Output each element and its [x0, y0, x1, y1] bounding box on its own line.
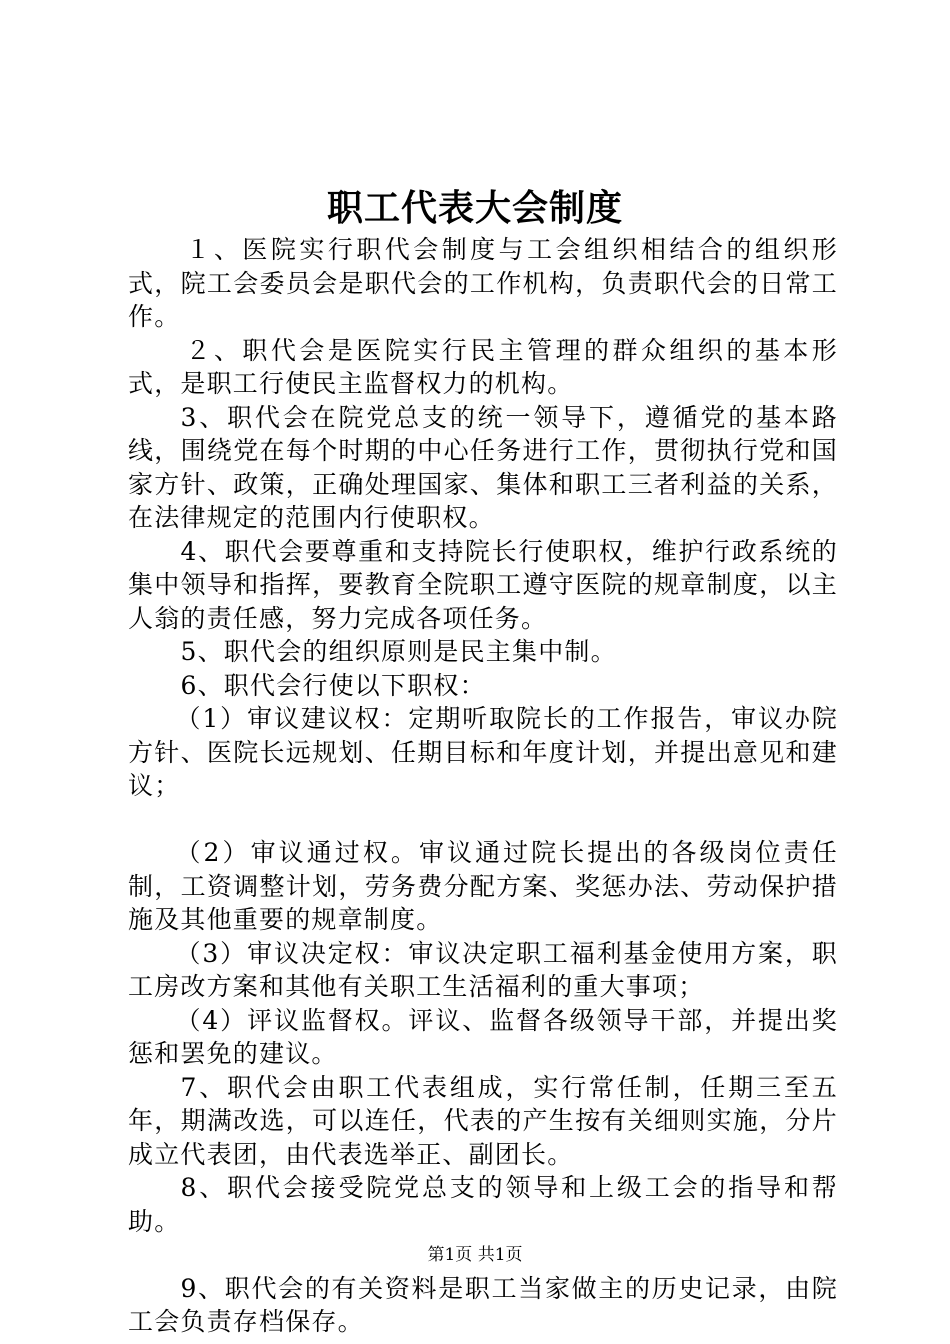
paragraph-9: 9、职代会的有关资料是职工当家做主的历史记录，由院工会负责存档保存。	[128, 1273, 838, 1336]
paragraph-5: 5、职代会的组织原则是民主集中制。	[180, 637, 617, 666]
paragraph-1: １、医院实行职代会制度与工会组织相结合的组织形式，院工会委员会是职代会的工作机构，负责职代会的日常工作。	[128, 235, 838, 331]
paragraph-6-1: （1）审议建议权：定期听取院长的工作报告，审议办院方针、医院长远规划、任期目标和年度计划，并提出意见和建议；	[128, 704, 838, 800]
paragraph-4: 4、职代会要尊重和支持院长行使职权，维护行政系统的集中领导和指挥，要教育全院职工遵守医院的规章制度，以主人翁的责任感，努力完成各项任务。	[128, 536, 838, 633]
paragraph-2: ２、职代会是医院实行民主管理的群众组织的基本形式，是职工行使民主监督权力的机构。	[128, 335, 838, 398]
paragraph-6: 6、职代会行使以下职权：	[180, 670, 486, 700]
paragraph-7: 7、职代会由职工代表组成，实行常任制，任期三至五年，期满改选，可以连任，代表的产生按有关细则实施，分片成立代表团，由代表选举正、副团长。	[128, 1072, 838, 1169]
paragraph-8: 8、职代会接受院党总支的领导和上级工会的指导和帮助。	[128, 1173, 838, 1236]
document-title: 职工代表大会制度	[326, 187, 623, 229]
paragraph-6-3: （3）审议决定权：审议决定职工福利基金使用方案，职工房改方案和其他有关职工生活福利的重大事项；	[128, 938, 838, 1001]
paragraph-6-4: （4）评议监督权。评议、监督各级领导干部，并提出奖惩和罢免的建议。	[128, 1005, 838, 1068]
document-body	[128, 233, 838, 1339]
page-footer: 第1页 共1页	[427, 1245, 523, 1265]
paragraph-3: 3、职代会在院党总支的统一领导下，遵循党的基本路线，围绕党在每个时期的中心任务进行工作，贯彻执行党和国家方针、政策，正确处理国家、集体和职工三者利益的关系，在法律规定的范围内行使职权。	[128, 402, 838, 532]
paragraph-6-2: （2）审议通过权。审议通过院长提出的各级岗位责任制，工资调整计划，劳务费分配方案、奖惩办法、劳动保护措施及其他重要的规章制度。	[128, 838, 838, 934]
